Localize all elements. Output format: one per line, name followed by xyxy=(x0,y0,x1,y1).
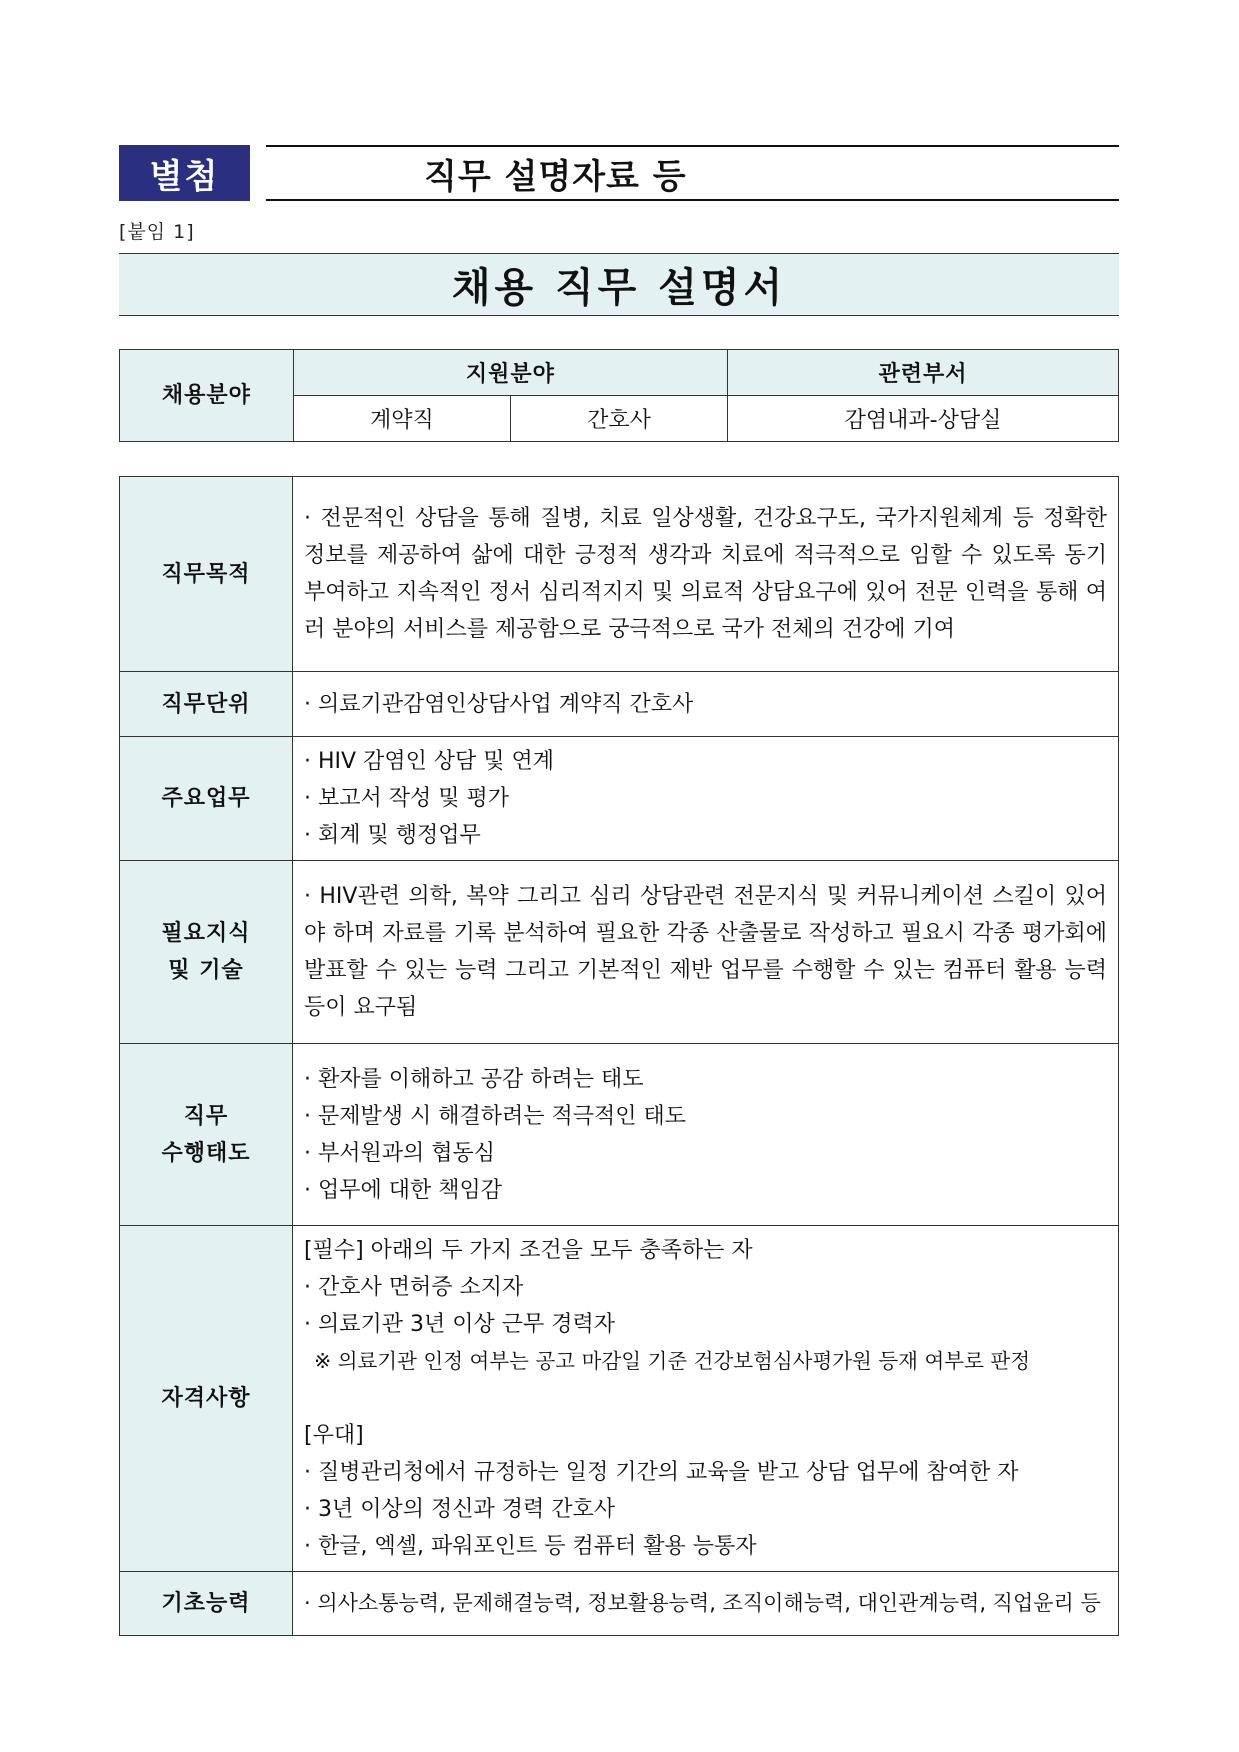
job-description-table xyxy=(119,476,1119,1636)
purpose-label: 직무목적 xyxy=(120,477,293,672)
duties-content xyxy=(293,737,1119,861)
list-item: · 한글, 엑셀, 파워포인트 등 컴퓨터 활용 능통자 xyxy=(304,1534,757,1559)
basic-ability-content xyxy=(293,1572,1119,1636)
purpose-text: · 전문적인 상담을 통해 질병, 치료 일상생활, 건강요구도, 국가지원체계 등 정확한 정보를 제공하여 삶에 대한 긍정적 생각과 치료에 적극적으로 임할 수 있도록 동기 부여하고 지속적인 정서 심리적지지 및 의료적 상담요구에 있어 전문 인력을 통해 여러 분야의 서비스를 제공함으로 궁극적으로 국가 전체의 건강에 기여 xyxy=(304,506,1107,642)
attitude-label-line1: 직무 xyxy=(183,1103,229,1129)
knowledge-label-line1: 필요지식 xyxy=(161,921,251,946)
department-header: 관련부서 xyxy=(728,350,1119,396)
qualification-content xyxy=(293,1226,1119,1572)
qualification-label: 자격사항 xyxy=(120,1226,293,1572)
attachment-title-box xyxy=(266,145,1119,201)
table-row xyxy=(120,1226,1119,1572)
list-item: · HIV 감염인 상담 및 연계 xyxy=(304,749,555,774)
unit-item: · 의료기관감염인상담사업 계약직 간호사 xyxy=(304,691,694,717)
position: 간호사 xyxy=(510,396,727,442)
attachment-note: [붙임 1] xyxy=(119,221,195,243)
required-title: [필수] 아래의 두 가지 조건을 모두 충족하는 자 xyxy=(304,1238,753,1263)
table-row xyxy=(120,1572,1119,1636)
duties-label: 주요업무 xyxy=(120,737,293,861)
unit-content xyxy=(293,672,1119,737)
recruitment-info-table xyxy=(119,349,1119,442)
recruitment-field-label: 채용분야 xyxy=(120,350,294,442)
basic-ability-label: 기초능력 xyxy=(120,1572,293,1636)
table-row xyxy=(120,1044,1119,1226)
table-row xyxy=(120,477,1119,672)
list-item: · 질병관리청에서 규정하는 일정 기간의 교육을 받고 상담 업무에 참여한 자 xyxy=(304,1460,1019,1485)
spacer xyxy=(304,1380,1107,1417)
knowledge-label-line2: 및 기술 xyxy=(168,958,244,983)
list-item: · 3년 이상의 정신과 경력 간호사 xyxy=(304,1497,615,1522)
attitude-label xyxy=(120,1044,293,1226)
document-title: 채용 직무 설명서 xyxy=(119,253,1119,316)
knowledge-content xyxy=(293,861,1119,1044)
department: 감염내과-상담실 xyxy=(728,396,1119,442)
qualification-note: ※ 의료기관 인정 여부는 공고 마감일 기준 건강보험심사평가원 등재 여부로 판정 xyxy=(314,1349,1031,1373)
support-field-header: 지원분야 xyxy=(293,350,727,396)
list-item: · 문제발생 시 해결하려는 적극적인 태도 xyxy=(304,1103,686,1129)
employment-type: 계약직 xyxy=(293,396,510,442)
knowledge-text: · HIV관련 의학, 복약 그리고 심리 상담관련 전문지식 및 커뮤니케이션 스킬이 있어야 하며 자료를 기록 분석하여 필요한 각종 산출물로 작성하고 필요시 각종 평가회에 발표할 수 있는 능력 그리고 기본적인 제반 업무를 수행할 수 있는 컴퓨터 활용 능력 등이 요구됨 xyxy=(304,884,1107,1020)
purpose-content xyxy=(293,477,1119,672)
attitude-content xyxy=(293,1044,1119,1226)
attitude-label-line2: 수행태도 xyxy=(161,1140,251,1166)
basic-ability-item: · 의사소통능력, 문제해결능력, 정보활용능력, 조직이해능력, 대인관계능력, 직업윤리 등 xyxy=(304,1591,1101,1615)
table-row xyxy=(120,861,1119,1044)
list-item: · 부서원과의 협동심 xyxy=(304,1140,495,1166)
attachment-header xyxy=(119,145,1119,201)
list-item: · 환자를 이해하고 공감 하려는 태도 xyxy=(304,1066,644,1092)
attachment-badge: 별첨 xyxy=(119,145,250,201)
knowledge-label xyxy=(120,861,293,1044)
table-row xyxy=(120,737,1119,861)
preferred-title: [우대] xyxy=(304,1423,364,1448)
unit-label: 직무단위 xyxy=(120,672,293,737)
list-item: · 간호사 면허증 소지자 xyxy=(304,1275,524,1300)
attachment-title: 직무 설명자료 등 xyxy=(424,156,687,197)
list-item: · 보고서 작성 및 평가 xyxy=(304,786,509,811)
list-item: · 의료기관 3년 이상 근무 경력자 xyxy=(304,1312,615,1337)
table-row xyxy=(120,672,1119,737)
list-item: · 회계 및 행정업무 xyxy=(304,823,481,848)
list-item: · 업무에 대한 책임감 xyxy=(304,1177,502,1203)
